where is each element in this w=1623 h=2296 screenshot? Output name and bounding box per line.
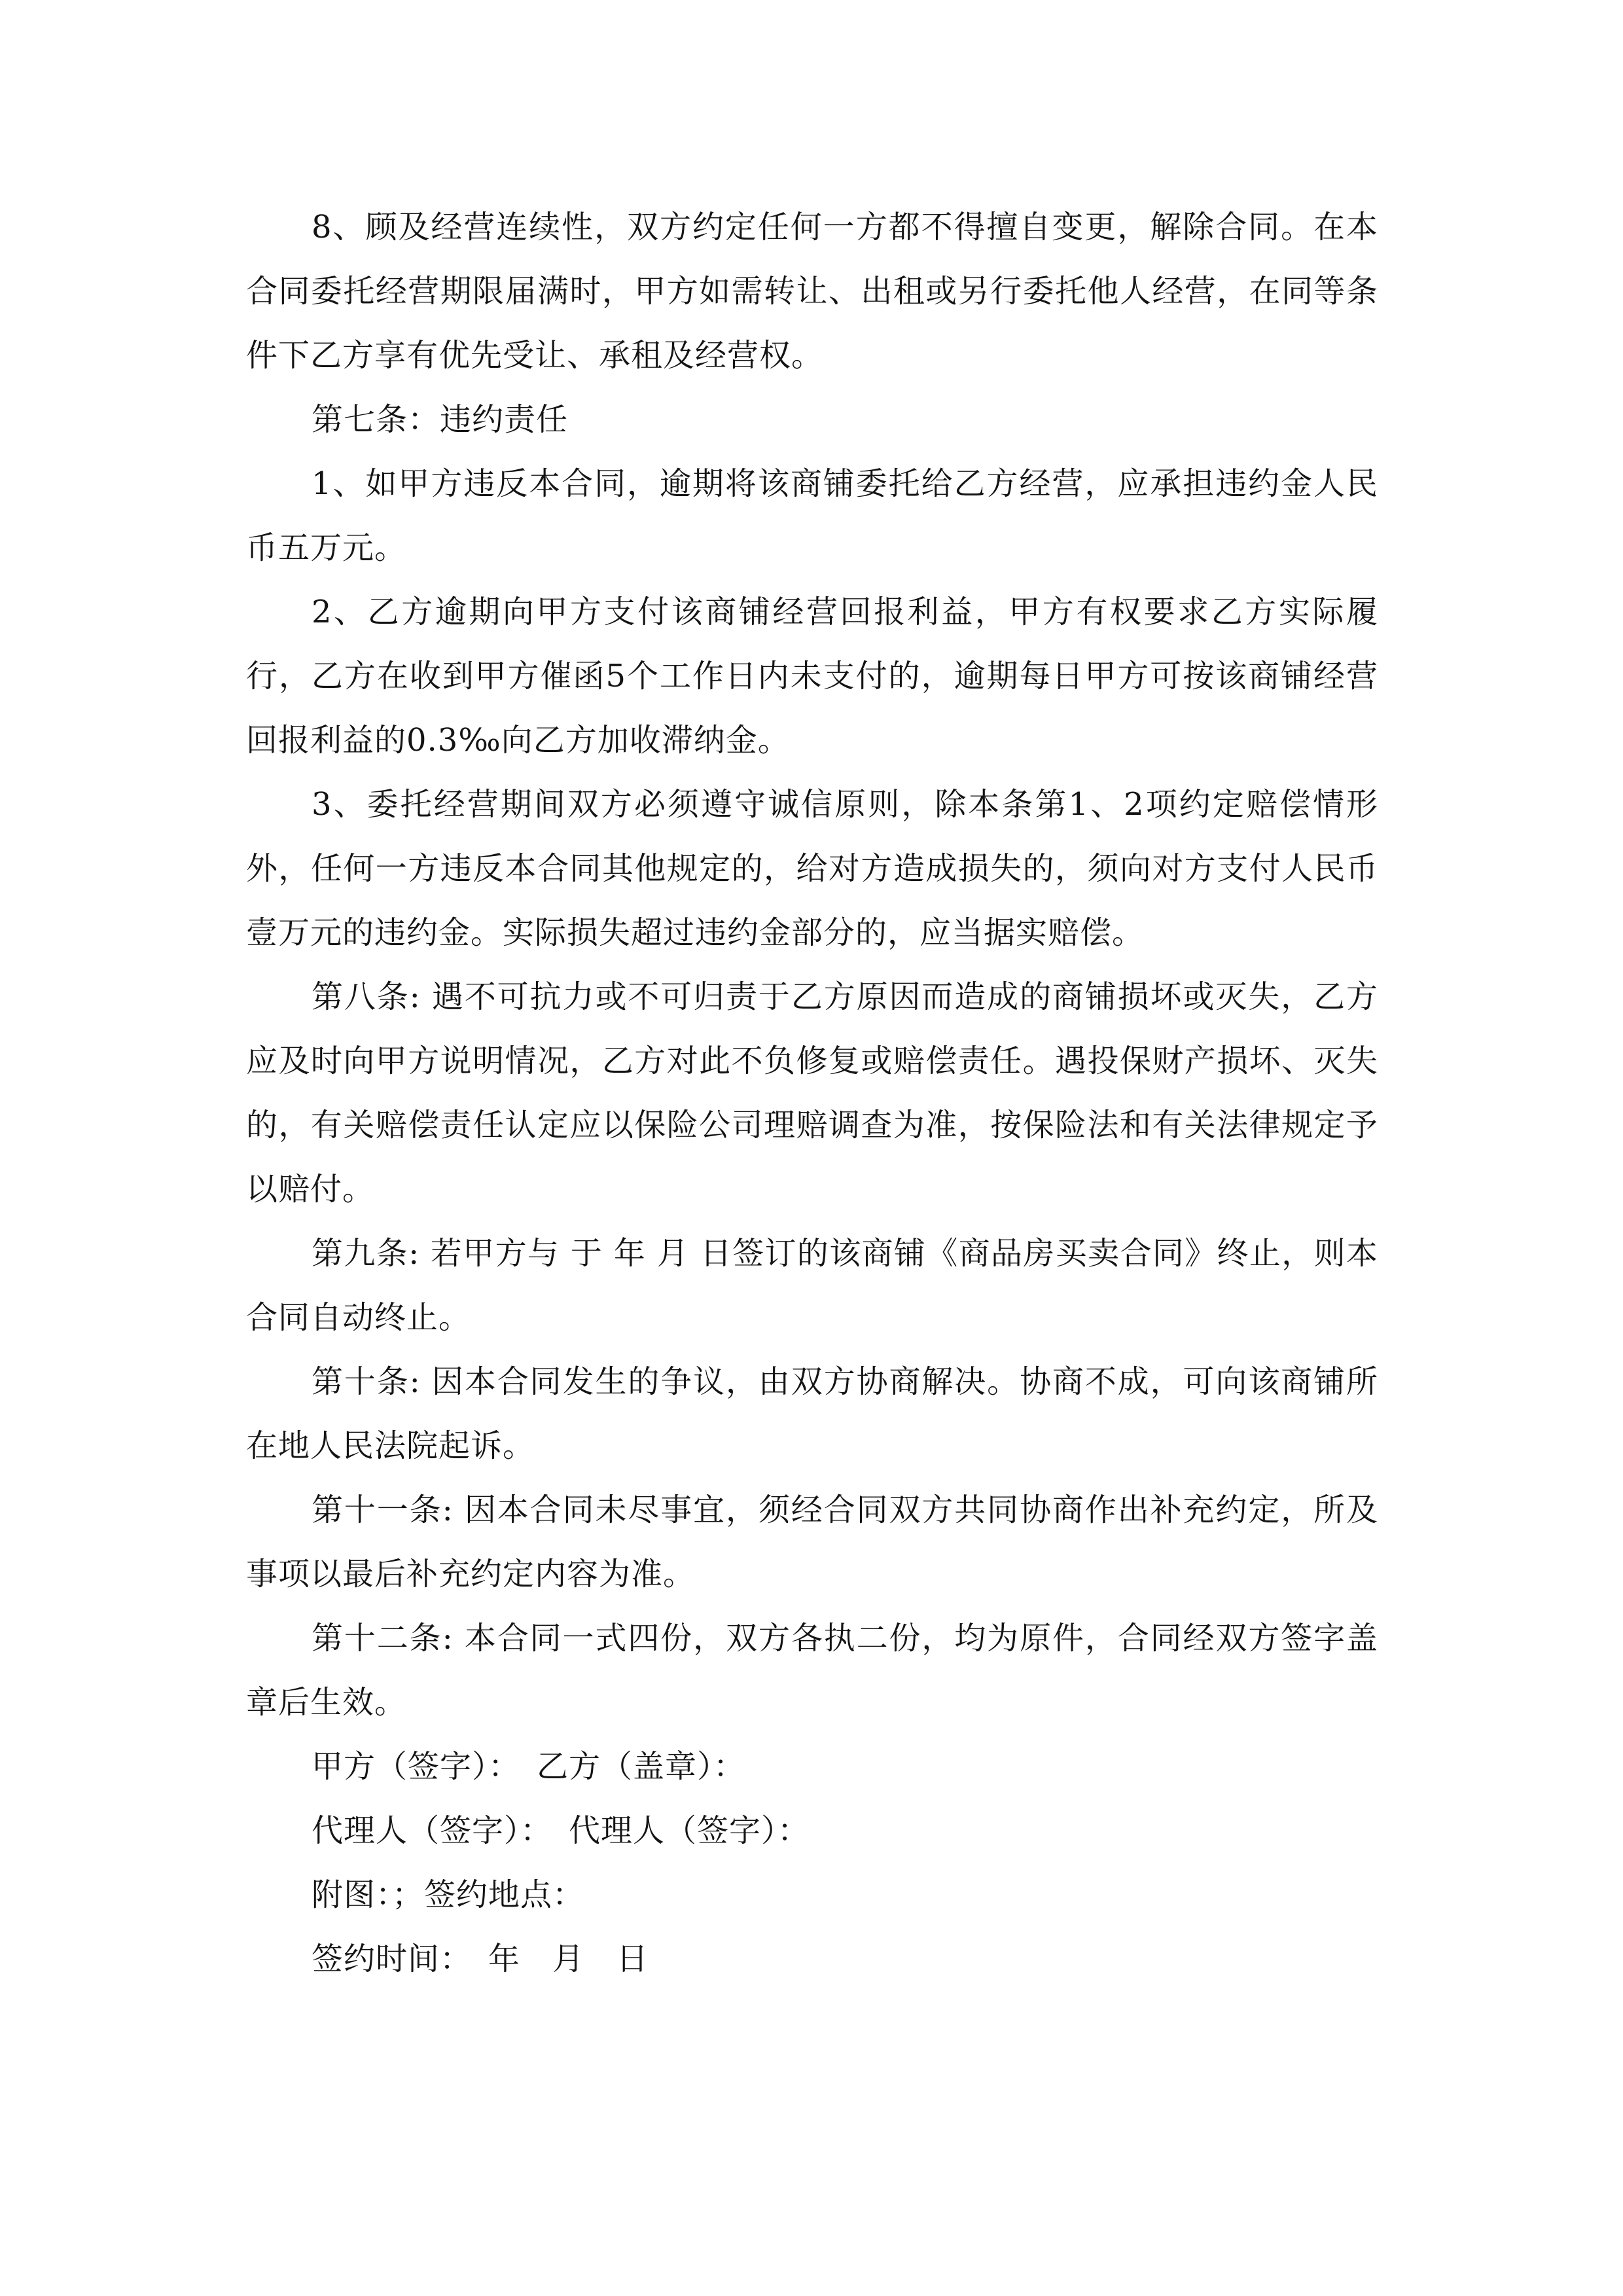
article-7-item-1: 1、如甲方违反本合同，逾期将该商铺委托给乙方经营，应承担违约金人民币五万元。 (246, 465, 1378, 566)
article-7-heading: 第七条：违约责任 (312, 401, 569, 438)
signature-line-attachment-location: 附图：；签约地点： (312, 1876, 585, 1913)
article-9-paragraph: 第九条: 若甲方与 于 年 月 日签订的该商铺《商品房买卖合同》终止，则本合同自动终止。 (246, 1235, 1378, 1336)
article-11-paragraph: 第十一条: 因本合同未尽事宜，须经合同双方共同协商作出补充约定，所及事项以最后补充约定内容为准。 (246, 1492, 1378, 1592)
article-10-paragraph: 第十条: 因本合同发生的争议，由双方协商解决。协商不成，可向该商铺所在地人民法院起诉。 (246, 1363, 1378, 1464)
article-8-paragraph: 第八条: 遇不可抗力或不可归责于乙方原因而造成的商铺损坏或灭失，乙方应及时向甲方说明情况，乙方对此不负修复或赔偿责任。遇投保财产损坏、灭失的，有关赔偿责任认定应以保险公司理赔调查为准，按保险法和有关法律规定予以赔付。 (246, 978, 1378, 1208)
signature-line-agents: 代理人（签字）： 代理人（签字）： (312, 1812, 810, 1849)
article-7-item-3: 3、委托经营期间双方必须遵守诚信原则，除本条第1、2项约定赔偿情形外，任何一方违反本合同其他规定的，给对方造成损失的，须向对方支付人民币壹万元的违约金。实际损失超过违约金部分的，应当据实赔偿。 (246, 786, 1378, 951)
article-12-paragraph: 第十二条: 本合同一式四份，双方各执二份，均为原件，合同经双方签字盖章后生效。 (246, 1620, 1378, 1721)
signature-line-date: 签约时间： 年 月 日 (312, 1941, 649, 1977)
document-body (246, 195, 1378, 1991)
clause-8-paragraph: 8、顾及经营连续性，双方约定任何一方都不得擅自变更，解除合同。在本合同委托经营期限届满时，甲方如需转让、出租或另行委托他人经营，在同等条件下乙方享有优先受让、承租及经营权。 (246, 209, 1378, 374)
signature-line-party-a-b: 甲方（签字）： 乙方（盖章）： (312, 1748, 746, 1785)
article-7-item-2: 2、乙方逾期向甲方支付该商铺经营回报利益，甲方有权要求乙方实际履行，乙方在收到甲方催函5个工作日内未支付的，逾期每日甲方可按该商铺经营回报利益的0.3‰向乙方加收滞纳金。 (246, 594, 1378, 759)
